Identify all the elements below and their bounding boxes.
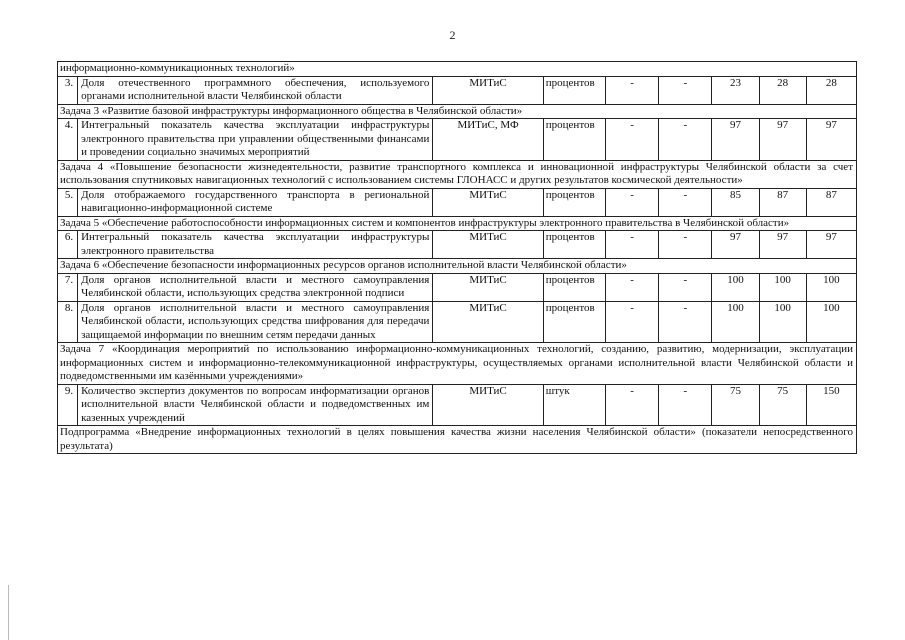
indicator-description: Интегральный показатель качества эксплуатации инфраструктуры электронного правительства <box>78 231 433 259</box>
unit-of-measure: процентов <box>543 273 605 301</box>
value-cell: 100 <box>759 301 806 343</box>
row-number: 8. <box>58 301 78 343</box>
responsible-body: МИТиС <box>433 76 543 104</box>
row-number: 9. <box>58 384 78 426</box>
unit-of-measure: процентов <box>543 301 605 343</box>
section-heading: Задача 4 «Повышение безопасности жизнедеятельности, развитие транспортного комплекса и инновационной инфраструктуры Челябинской области за счет использования спутниковых навигационных технологий с использованием системы ГЛОНАСС и других результатов космической деятельности» <box>58 160 857 188</box>
section-heading-row <box>58 216 857 231</box>
responsible-body: МИТиС <box>433 384 543 426</box>
section-heading: Задача 3 «Развитие базовой инфраструктуры информационного общества в Челябинской области» <box>58 104 857 119</box>
row-number: 3. <box>58 76 78 104</box>
scan-edge-line <box>8 585 9 640</box>
value-cell: - <box>659 119 712 161</box>
row-number: 4. <box>58 119 78 161</box>
value-cell: - <box>659 76 712 104</box>
indicators-table <box>57 61 857 454</box>
value-cell: 28 <box>806 76 856 104</box>
responsible-body: МИТиС <box>433 231 543 259</box>
value-cell: - <box>606 273 659 301</box>
section-heading-row <box>58 426 857 454</box>
section-heading: Подпрограмма «Внедрение информационных технологий в целях повышения качества жизни населения Челябинской области» (показатели непосредственного результата) <box>58 426 857 454</box>
value-cell: 97 <box>806 231 856 259</box>
section-heading-row <box>58 259 857 274</box>
value-cell: 97 <box>806 119 856 161</box>
unit-of-measure: процентов <box>543 119 605 161</box>
value-cell: 100 <box>712 301 759 343</box>
section-heading: Задача 7 «Координация мероприятий по использованию информационно-коммуникационных технологий, созданию, развитию, модернизации, эксплуатации информационных систем и информационно-телекоммуникационной инфраструктуры, осуществляемых органами исполнительной власти Челябинской области и подведомственными им казёнными учреждениями» <box>58 343 857 385</box>
indicator-description: Доля отечественного программного обеспечения, используемого органами исполнительной власти Челябинской области <box>78 76 433 104</box>
section-heading-row <box>58 104 857 119</box>
responsible-body: МИТиС <box>433 301 543 343</box>
section-heading-row <box>58 160 857 188</box>
unit-of-measure: процентов <box>543 188 605 216</box>
value-cell: - <box>606 231 659 259</box>
indicator-description: Доля органов исполнительной власти и местного самоуправления Челябинской области, использующих средства шифрования для передачи защищаемой информации по внешним сетям передачи данных <box>78 301 433 343</box>
value-cell: - <box>659 301 712 343</box>
responsible-body: МИТиС <box>433 188 543 216</box>
value-cell: - <box>606 188 659 216</box>
indicator-row <box>58 76 857 104</box>
value-cell: 28 <box>759 76 806 104</box>
row-number: 6. <box>58 231 78 259</box>
value-cell: 85 <box>712 188 759 216</box>
indicator-description: Количество экспертиз документов по вопросам информатизации органов исполнительной власти Челябинской области и подведомственных им казенных учреждений <box>78 384 433 426</box>
row-number: 5. <box>58 188 78 216</box>
section-heading: Задача 5 «Обеспечение работоспособности информационных систем и компонентов инфраструктуры электронного правительства в Челябинской области» <box>58 216 857 231</box>
continuation-text: информационно-коммуникационных технологий» <box>58 62 857 77</box>
indicator-description: Доля отображаемого государственного транспорта в региональной навигационно-информационной системе <box>78 188 433 216</box>
unit-of-measure: штук <box>543 384 605 426</box>
value-cell: 97 <box>759 119 806 161</box>
value-cell: - <box>606 119 659 161</box>
unit-of-measure: процентов <box>543 76 605 104</box>
indicator-row <box>58 273 857 301</box>
value-cell: 100 <box>712 273 759 301</box>
section-heading: Задача 6 «Обеспечение безопасности информационных ресурсов органов исполнительной власти Челябинской области» <box>58 259 857 274</box>
value-cell: 150 <box>806 384 856 426</box>
unit-of-measure: процентов <box>543 231 605 259</box>
value-cell: 100 <box>806 273 856 301</box>
value-cell: - <box>606 301 659 343</box>
value-cell: - <box>659 188 712 216</box>
value-cell: 97 <box>712 119 759 161</box>
section-heading-row <box>58 343 857 385</box>
value-cell: 87 <box>806 188 856 216</box>
value-cell: 100 <box>806 301 856 343</box>
value-cell: 87 <box>759 188 806 216</box>
value-cell: 97 <box>759 231 806 259</box>
value-cell: 100 <box>759 273 806 301</box>
indicator-description: Интегральный показатель качества эксплуатации инфраструктуры электронного правительства при управлении общественными финансами и проведении социально значимых мероприятий <box>78 119 433 161</box>
indicator-row <box>58 119 857 161</box>
value-cell: - <box>606 76 659 104</box>
indicator-row <box>58 188 857 216</box>
row-number: 7. <box>58 273 78 301</box>
value-cell: - <box>659 231 712 259</box>
responsible-body: МИТиС, МФ <box>433 119 543 161</box>
continuation-row <box>58 62 857 77</box>
page-number: 2 <box>449 28 456 42</box>
table-body <box>58 62 857 454</box>
indicator-row <box>58 231 857 259</box>
indicator-description: Доля органов исполнительной власти и местного самоуправления Челябинской области, использующих средства электронной подписи <box>78 273 433 301</box>
indicator-row <box>58 301 857 343</box>
value-cell: - <box>659 384 712 426</box>
value-cell: 75 <box>759 384 806 426</box>
value-cell: - <box>659 273 712 301</box>
value-cell: 23 <box>712 76 759 104</box>
indicator-row <box>58 384 857 426</box>
value-cell: - <box>606 384 659 426</box>
value-cell: 75 <box>712 384 759 426</box>
responsible-body: МИТиС <box>433 273 543 301</box>
value-cell: 97 <box>712 231 759 259</box>
